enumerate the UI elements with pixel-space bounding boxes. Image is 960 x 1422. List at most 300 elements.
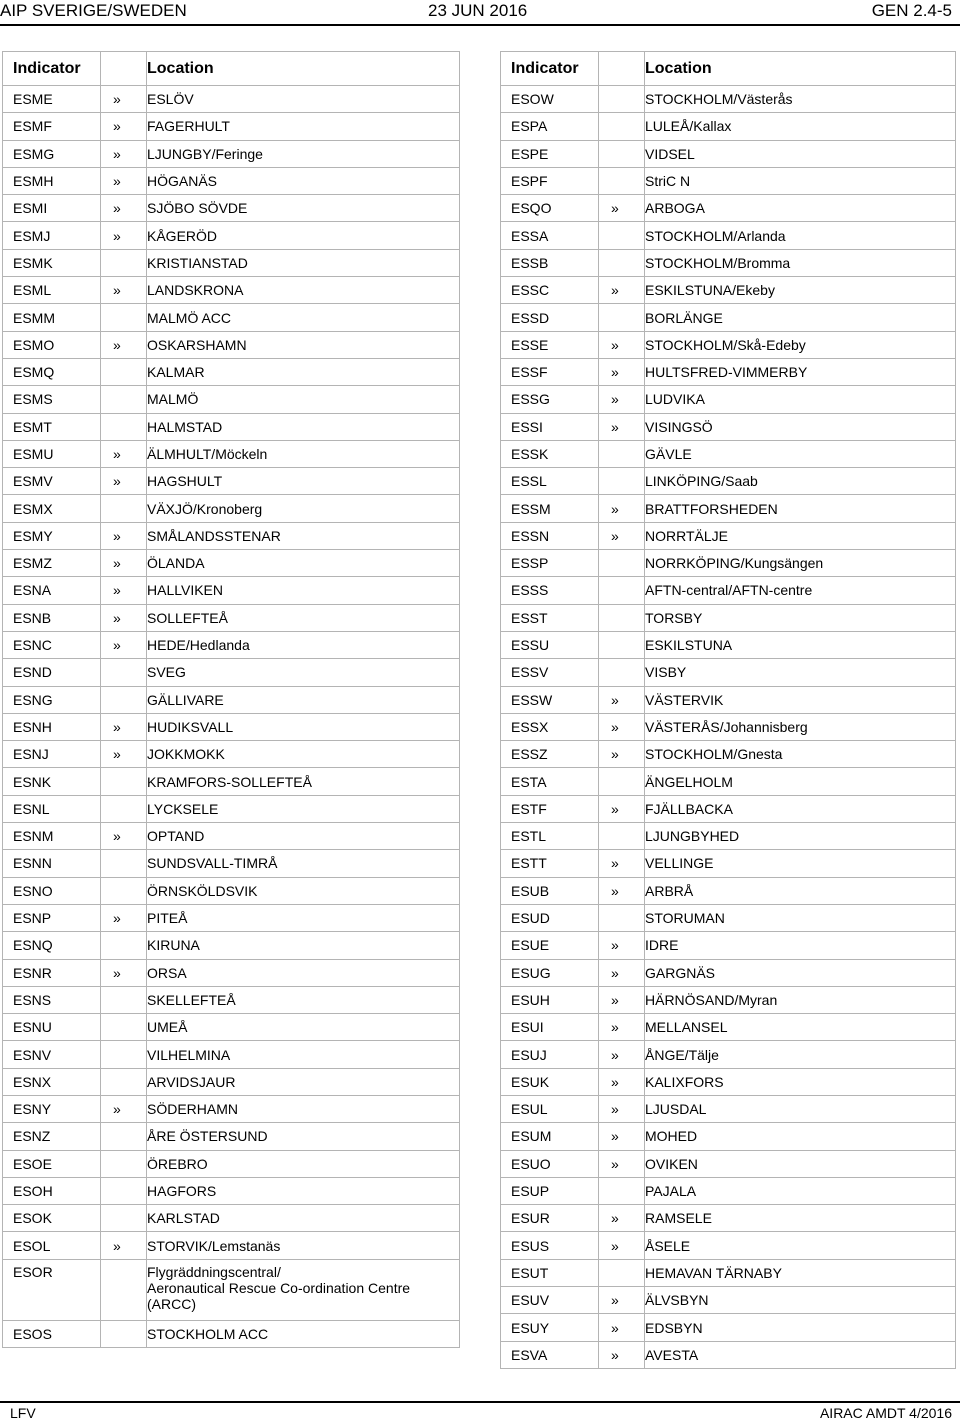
marker-column-header: [599, 52, 645, 86]
table-row: [501, 140, 956, 167]
indicator-cell: ESMX: [3, 495, 101, 522]
table-row: [501, 932, 956, 959]
location-cell: GÄLLIVARE: [147, 686, 460, 713]
location-cell: ORSA: [147, 959, 460, 986]
change-marker-cell: [599, 1177, 645, 1204]
change-marker-cell: »: [101, 904, 147, 931]
table-row: [501, 823, 956, 850]
change-marker-cell: »: [599, 1314, 645, 1341]
table-row: [3, 195, 460, 222]
table-row: [3, 440, 460, 467]
change-marker-cell: [599, 86, 645, 113]
table-row: [501, 1123, 956, 1150]
indicator-cell: ESUT: [501, 1259, 599, 1286]
change-marker-cell: »: [599, 1095, 645, 1122]
table-row: [501, 1314, 956, 1341]
table-row: [3, 768, 460, 795]
table-row: [501, 1150, 956, 1177]
change-marker-cell: »: [101, 86, 147, 113]
location-cell: StriC N: [645, 167, 956, 194]
location-cell: STOCKHOLM/Gnesta: [645, 741, 956, 768]
indicator-cell: ESSV: [501, 659, 599, 686]
location-cell: SUNDSVALL-TIMRÅ: [147, 850, 460, 877]
indicator-cell: ESTT: [501, 850, 599, 877]
table-row: [3, 850, 460, 877]
location-cell: ARBOGA: [645, 195, 956, 222]
indicator-cell: ESNU: [3, 1014, 101, 1041]
table-row: [3, 877, 460, 904]
location-cell: SVEG: [147, 659, 460, 686]
location-cell: VELLINGE: [645, 850, 956, 877]
indicator-cell: ESMS: [3, 386, 101, 413]
table-row: [501, 222, 956, 249]
change-marker-cell: »: [101, 468, 147, 495]
location-cell: LJUNGBYHED: [645, 823, 956, 850]
location-cell: JOKKMOKK: [147, 741, 460, 768]
indicator-cell: ESSL: [501, 468, 599, 495]
location-cell: SKELLEFTEÅ: [147, 986, 460, 1013]
change-marker-cell: »: [599, 1123, 645, 1150]
indicator-cell: ESSG: [501, 386, 599, 413]
location-cell: KALIXFORS: [645, 1068, 956, 1095]
change-marker-cell: »: [101, 959, 147, 986]
location-cell: IDRE: [645, 932, 956, 959]
indicator-cell: ESNV: [3, 1041, 101, 1068]
change-marker-cell: »: [101, 140, 147, 167]
location-cell: GARGNÄS: [645, 959, 956, 986]
indicator-cell: ESSS: [501, 577, 599, 604]
indicator-cell: ESNY: [3, 1095, 101, 1122]
location-cell: OVIKEN: [645, 1150, 956, 1177]
indicator-cell: ESND: [3, 659, 101, 686]
table-row: [501, 440, 956, 467]
indicator-cell: ESNX: [3, 1068, 101, 1095]
location-cell: ÄLMHULT/Möckeln: [147, 440, 460, 467]
location-cell: LJUSDAL: [645, 1095, 956, 1122]
indicator-cell: ESOH: [3, 1177, 101, 1204]
marker-column-header: [101, 52, 147, 86]
table-row: [3, 1123, 460, 1150]
indicator-cell: ESUE: [501, 932, 599, 959]
location-cell: HAGSHULT: [147, 468, 460, 495]
indicator-cell: ESNR: [3, 959, 101, 986]
change-marker-cell: »: [599, 959, 645, 986]
location-cell: BRATTFORSHEDEN: [645, 495, 956, 522]
table-row: [501, 1205, 956, 1232]
table-body: [501, 86, 956, 1369]
indicator-cell: ESNJ: [3, 741, 101, 768]
table-row: [3, 1232, 460, 1259]
indicator-cell: ESMJ: [3, 222, 101, 249]
indicator-cell: ESUS: [501, 1232, 599, 1259]
change-marker-cell: [101, 850, 147, 877]
table-row: [3, 277, 460, 304]
change-marker-cell: »: [599, 713, 645, 740]
change-marker-cell: »: [599, 686, 645, 713]
location-cell: KRISTIANSTAD: [147, 249, 460, 276]
change-marker-cell: »: [101, 577, 147, 604]
indicator-cell: ESUB: [501, 877, 599, 904]
publisher-label: LFV: [10, 1405, 36, 1421]
table-row: [501, 1232, 956, 1259]
indicator-cell: ESNK: [3, 768, 101, 795]
change-marker-cell: »: [599, 1341, 645, 1368]
location-cell: LANDSKRONA: [147, 277, 460, 304]
location-cell: LJUNGBY/Feringe: [147, 140, 460, 167]
change-marker-cell: »: [101, 113, 147, 140]
table-row: [501, 904, 956, 931]
change-marker-cell: [101, 932, 147, 959]
table-row: [3, 959, 460, 986]
indicator-cell: ESMO: [3, 331, 101, 358]
indicator-column-header: Indicator: [3, 52, 101, 86]
change-marker-cell: [101, 1068, 147, 1095]
indicator-cell: ESNP: [3, 904, 101, 931]
indicator-cell: ESSX: [501, 713, 599, 740]
table-row: [501, 86, 956, 113]
change-marker-cell: [101, 1123, 147, 1150]
change-marker-cell: [101, 1320, 147, 1347]
table-row: [3, 932, 460, 959]
change-marker-cell: [101, 1014, 147, 1041]
table-row: [501, 577, 956, 604]
location-cell: HALLVIKEN: [147, 577, 460, 604]
indicator-cell: ESOR: [3, 1259, 101, 1320]
change-marker-cell: »: [101, 604, 147, 631]
change-marker-cell: [599, 1259, 645, 1286]
table-row: [3, 140, 460, 167]
location-cell: HEDE/Hedlanda: [147, 631, 460, 658]
indicator-cell: ESOS: [3, 1320, 101, 1347]
indicator-cell: ESNO: [3, 877, 101, 904]
change-marker-cell: [101, 877, 147, 904]
indicator-cell: ESPA: [501, 113, 599, 140]
indicator-cell: ESMG: [3, 140, 101, 167]
table-row: [3, 522, 460, 549]
location-cell: LYCKSELE: [147, 795, 460, 822]
change-marker-cell: [599, 140, 645, 167]
change-marker-cell: »: [101, 277, 147, 304]
location-cell: PAJALA: [645, 1177, 956, 1204]
table-row: [501, 386, 956, 413]
change-marker-cell: »: [101, 1095, 147, 1122]
table-row: [501, 1041, 956, 1068]
change-marker-cell: [101, 686, 147, 713]
change-marker-cell: »: [101, 331, 147, 358]
table-row: [501, 877, 956, 904]
table-row: [3, 713, 460, 740]
location-column-header: Location: [645, 52, 956, 86]
table-row: [3, 1259, 460, 1320]
change-marker-cell: »: [599, 986, 645, 1013]
location-cell: HÖGANÄS: [147, 167, 460, 194]
change-marker-cell: [599, 631, 645, 658]
location-cell: FJÄLLBACKA: [645, 795, 956, 822]
location-cell: EDSBYN: [645, 1314, 956, 1341]
table-row: [3, 413, 460, 440]
location-cell: HALMSTAD: [147, 413, 460, 440]
location-cell: PITEÅ: [147, 904, 460, 931]
location-cell: STORVIK/Lemstanäs: [147, 1232, 460, 1259]
amendment-label: AIRAC AMDT 4/2016: [819, 1405, 952, 1421]
indicator-cell: ESMH: [3, 167, 101, 194]
table-row: [3, 113, 460, 140]
location-cell: ÅNGE/Tälje: [645, 1041, 956, 1068]
table-row: [3, 331, 460, 358]
change-marker-cell: [101, 249, 147, 276]
indicator-cell: ESNG: [3, 686, 101, 713]
change-marker-cell: [101, 1041, 147, 1068]
location-cell: OSKARSHAMN: [147, 331, 460, 358]
location-cell: VÄSTERVIK: [645, 686, 956, 713]
location-cell: HUDIKSVALL: [147, 713, 460, 740]
change-marker-cell: »: [599, 741, 645, 768]
indicator-cell: ESSZ: [501, 741, 599, 768]
document-title: AIP SVERIGE/SWEDEN: [0, 1, 187, 20]
indicator-cell: ESPF: [501, 167, 599, 194]
location-cell: GÄVLE: [645, 440, 956, 467]
indicator-cell: ESME: [3, 86, 101, 113]
indicator-cell: ESSC: [501, 277, 599, 304]
location-indicator-table-right: [500, 51, 956, 1369]
change-marker-cell: »: [599, 1232, 645, 1259]
indicator-cell: ESUK: [501, 1068, 599, 1095]
change-marker-cell: [599, 468, 645, 495]
indicator-cell: ESUM: [501, 1123, 599, 1150]
indicator-cell: ESNN: [3, 850, 101, 877]
change-marker-cell: »: [599, 1014, 645, 1041]
table-row: [501, 331, 956, 358]
indicator-cell: ESUY: [501, 1314, 599, 1341]
location-cell: STOCKHOLM/Skå-Edeby: [645, 331, 956, 358]
indicator-cell: ESTL: [501, 823, 599, 850]
table-row: [3, 904, 460, 931]
change-marker-cell: »: [599, 413, 645, 440]
indicator-cell: ESNQ: [3, 932, 101, 959]
change-marker-cell: »: [101, 713, 147, 740]
location-cell: AVESTA: [645, 1341, 956, 1368]
table-row: [501, 304, 956, 331]
change-marker-cell: »: [599, 850, 645, 877]
indicator-cell: ESUL: [501, 1095, 599, 1122]
change-marker-cell: [599, 768, 645, 795]
location-cell: MALMÖ: [147, 386, 460, 413]
change-marker-cell: »: [599, 495, 645, 522]
table-row: [3, 1041, 460, 1068]
indicator-cell: ESUO: [501, 1150, 599, 1177]
indicator-cell: ESUP: [501, 1177, 599, 1204]
indicator-cell: ESMZ: [3, 550, 101, 577]
indicator-cell: ESMU: [3, 440, 101, 467]
change-marker-cell: [599, 249, 645, 276]
indicator-cell: ESUD: [501, 904, 599, 931]
location-cell: KIRUNA: [147, 932, 460, 959]
table-row: [501, 1177, 956, 1204]
table-body: [3, 86, 460, 1348]
location-cell: SOLLEFTEÅ: [147, 604, 460, 631]
change-marker-cell: »: [101, 195, 147, 222]
location-cell: VISINGSÖ: [645, 413, 956, 440]
location-cell: KALMAR: [147, 358, 460, 385]
table-row: [501, 1068, 956, 1095]
table-row: [501, 249, 956, 276]
change-marker-cell: [101, 304, 147, 331]
table-row: [3, 823, 460, 850]
table-row: [501, 195, 956, 222]
indicator-cell: ESOE: [3, 1150, 101, 1177]
table-row: [501, 850, 956, 877]
table-row: [501, 795, 956, 822]
change-marker-cell: »: [101, 522, 147, 549]
location-cell: ÅSELE: [645, 1232, 956, 1259]
indicator-cell: ESSF: [501, 358, 599, 385]
indicator-cell: ESSW: [501, 686, 599, 713]
location-cell: KRAMFORS-SOLLEFTEÅ: [147, 768, 460, 795]
change-marker-cell: »: [599, 932, 645, 959]
indicator-cell: ESVA: [501, 1341, 599, 1368]
location-cell: ARVIDSJAUR: [147, 1068, 460, 1095]
table-row: [3, 741, 460, 768]
location-cell: ESKILSTUNA/Ekeby: [645, 277, 956, 304]
location-cell: LINKÖPING/Saab: [645, 468, 956, 495]
location-cell: KÅGERÖD: [147, 222, 460, 249]
location-cell: KARLSTAD: [147, 1205, 460, 1232]
indicator-cell: ESSU: [501, 631, 599, 658]
table-row: [3, 167, 460, 194]
table-row: [501, 167, 956, 194]
location-cell: Flygräddningscentral/ Aeronautical Rescue Co-ordination Centre (ARCC): [147, 1259, 460, 1320]
location-indicator-table-left: [2, 51, 460, 1348]
table-row: [501, 413, 956, 440]
table-row: [3, 604, 460, 631]
indicator-cell: ESMV: [3, 468, 101, 495]
change-marker-cell: »: [101, 1232, 147, 1259]
indicator-cell: ESUH: [501, 986, 599, 1013]
change-marker-cell: »: [101, 222, 147, 249]
table-row: [3, 468, 460, 495]
change-marker-cell: [101, 386, 147, 413]
change-marker-cell: »: [599, 1150, 645, 1177]
location-cell: LULEÅ/Kallax: [645, 113, 956, 140]
change-marker-cell: [599, 577, 645, 604]
indicator-cell: ESSM: [501, 495, 599, 522]
change-marker-cell: »: [101, 741, 147, 768]
change-marker-cell: [101, 768, 147, 795]
indicator-cell: ESNZ: [3, 1123, 101, 1150]
table-row: [3, 86, 460, 113]
change-marker-cell: [101, 495, 147, 522]
indicator-column-header: Indicator: [501, 52, 599, 86]
change-marker-cell: [599, 659, 645, 686]
indicator-cell: ESNA: [3, 577, 101, 604]
location-cell: ÅRE ÖSTERSUND: [147, 1123, 460, 1150]
indicator-cell: ESMK: [3, 249, 101, 276]
table-row: [3, 1177, 460, 1204]
indicator-cell: ESMF: [3, 113, 101, 140]
change-marker-cell: [599, 222, 645, 249]
indicator-cell: ESNL: [3, 795, 101, 822]
location-cell: VISBY: [645, 659, 956, 686]
table-header-row: [501, 52, 956, 86]
table-row: [501, 631, 956, 658]
indicator-cell: ESNM: [3, 823, 101, 850]
indicator-cell: ESST: [501, 604, 599, 631]
change-marker-cell: [599, 823, 645, 850]
table-row: [501, 1341, 956, 1368]
table-row: [3, 659, 460, 686]
location-cell: SÖDERHAMN: [147, 1095, 460, 1122]
location-cell: MELLANSEL: [645, 1014, 956, 1041]
location-cell: STOCKHOLM/Arlanda: [645, 222, 956, 249]
table-row: [501, 358, 956, 385]
table-row: [3, 222, 460, 249]
indicator-cell: ESSB: [501, 249, 599, 276]
indicator-cell: ESSK: [501, 440, 599, 467]
table-row: [501, 741, 956, 768]
table-row: [501, 986, 956, 1013]
location-cell: LUDVIKA: [645, 386, 956, 413]
indicator-cell: ESPE: [501, 140, 599, 167]
location-cell: STOCKHOLM/Bromma: [645, 249, 956, 276]
location-cell: MALMÖ ACC: [147, 304, 460, 331]
location-cell: HULTSFRED-VIMMERBY: [645, 358, 956, 385]
indicator-cell: ESSI: [501, 413, 599, 440]
table-row: [3, 304, 460, 331]
change-marker-cell: [599, 113, 645, 140]
change-marker-cell: »: [599, 877, 645, 904]
table-row: [3, 577, 460, 604]
location-cell: ÄLVSBYN: [645, 1287, 956, 1314]
indicator-cell: ESSE: [501, 331, 599, 358]
table-row: [501, 959, 956, 986]
indicator-cell: ESSD: [501, 304, 599, 331]
location-cell: HEMAVAN TÄRNABY: [645, 1259, 956, 1286]
indicator-cell: ESNH: [3, 713, 101, 740]
table-row: [501, 1259, 956, 1286]
indicator-cell: ESQO: [501, 195, 599, 222]
change-marker-cell: »: [101, 440, 147, 467]
change-marker-cell: »: [101, 550, 147, 577]
page-number: GEN 2.4-5: [871, 1, 952, 20]
change-marker-cell: [599, 904, 645, 931]
location-cell: STOCKHOLM ACC: [147, 1320, 460, 1347]
table-row: [501, 659, 956, 686]
location-cell: VÄSTERÅS/Johannisberg: [645, 713, 956, 740]
table-row: [3, 1095, 460, 1122]
indicator-cell: ESUV: [501, 1287, 599, 1314]
indicator-cell: ESNB: [3, 604, 101, 631]
location-cell: STORUMAN: [645, 904, 956, 931]
table-row: [3, 986, 460, 1013]
change-marker-cell: »: [599, 277, 645, 304]
change-marker-cell: »: [599, 358, 645, 385]
table-row: [3, 1068, 460, 1095]
footer-rule: [0, 1401, 960, 1403]
change-marker-cell: [101, 358, 147, 385]
location-cell: BORLÄNGE: [645, 304, 956, 331]
indicator-cell: ESMQ: [3, 358, 101, 385]
table-row: [3, 1150, 460, 1177]
location-cell: HAGFORS: [147, 1177, 460, 1204]
indicator-cell: ESUR: [501, 1205, 599, 1232]
change-marker-cell: »: [599, 522, 645, 549]
indicator-cell: ESMY: [3, 522, 101, 549]
table-row: [501, 1014, 956, 1041]
location-cell: FAGERHULT: [147, 113, 460, 140]
indicator-cell: ESMI: [3, 195, 101, 222]
location-cell: MOHED: [645, 1123, 956, 1150]
change-marker-cell: [101, 659, 147, 686]
